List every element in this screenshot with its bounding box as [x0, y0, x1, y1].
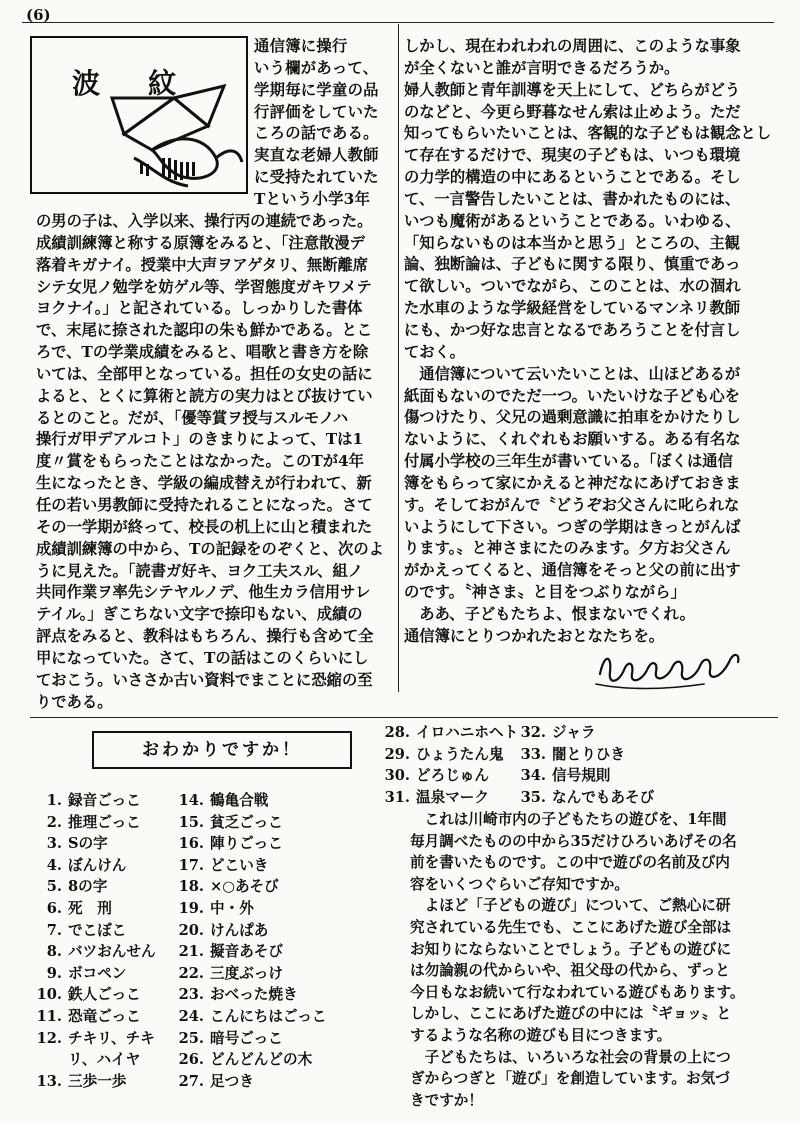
quiz-list-column-2: [178, 790, 326, 1092]
quiz-item: 7. でこぼこ: [46, 921, 127, 939]
essay-line: た水車のような学級経営をしているマンネリ教師: [404, 299, 741, 318]
quiz-item: 29. ひょうたん鬼: [384, 745, 504, 763]
essay-line: ておこう。いささか古い資料でまことに恐縮の至: [36, 670, 373, 689]
quiz-item: 1. 録音ごっこ: [46, 792, 141, 809]
quiz-item: 13. 三歩一歩: [36, 1072, 127, 1090]
essay-line: 知ってもらいたいことは、客観的な子どもは観念とし: [404, 124, 772, 143]
quiz-explanation: [410, 809, 780, 1111]
essay-line: ておく。: [404, 342, 465, 361]
essay-right-column: [404, 36, 776, 648]
top-rule: [22, 22, 774, 23]
quiz-item: 23. おべった焼き: [178, 986, 298, 1004]
essay-line: 通信簿にとりつかれたおとなたちを。: [404, 626, 665, 645]
essay-line: 評点をみると、教科はもちろん、操行も含めて全: [36, 627, 374, 646]
quiz-item: 33. 闇とりひき: [520, 745, 625, 763]
quiz-item: リ、ハイヤ: [68, 1051, 141, 1069]
essay-line: に受持たれていた: [254, 168, 379, 187]
essay-line: のです。〝神さま〟と目をつぶりながら」: [404, 583, 686, 602]
essay-line: 任の若い男教師に受持たれることになった。さて: [36, 495, 373, 514]
essay-line: いつも魔術があるということである。いわゆる、: [404, 211, 741, 230]
hamon-title: 波 紋: [72, 67, 187, 100]
author-signature-icon: [594, 640, 744, 692]
essay-line: て、一言警告したいことは、書かれたものには、: [404, 189, 741, 208]
quiz-text-line: 毎月調べたものの中から35だけひろいあげその名: [410, 832, 737, 850]
quiz-item: 16. 陣りごっこ: [178, 835, 283, 853]
quiz-item: 28. イロハニホヘト: [384, 724, 519, 741]
essay-line: 共同作業ヲ率先シテヤルノデ、他生カラ信用サレ: [36, 583, 371, 602]
essay-line: ああ、子どもたちよ、恨まないでくれ。: [404, 604, 695, 623]
essay-line: 生になったとき、学級の編成替えが行われて、新: [36, 474, 372, 493]
quiz-text-line: 容をいくつぐらいご存知ですか。: [410, 875, 629, 893]
essay-line: しかし、現在われわれの周囲に、このような事象: [404, 37, 741, 55]
essay-line: 通信簿について云いたいことは、山ほどあるが: [404, 364, 741, 383]
quiz-item: 9. ボコペン: [46, 964, 127, 982]
essay-line: 紙面もないのでただ一つ。いたいけな子ども心を: [404, 386, 740, 405]
essay-line: 成績訓練簿と称する原簿をみると、「注意散漫デ: [36, 233, 365, 252]
essay-line: るとのこと。だが、「優等賞ヲ授与スルモノハ: [36, 408, 349, 427]
quiz-text-line: は勿論親の代からいや、祖父母の代から、ずっと: [410, 962, 730, 980]
quiz-item: 8. バツおんせん: [46, 943, 156, 961]
essay-line: 通信簿に操行: [254, 37, 348, 55]
quiz-item: 26. どんどんどの木: [178, 1051, 313, 1069]
essay-line: りである。: [36, 692, 113, 711]
essay-line: す。そしておがんで〝どうぞお父さんに叱られな: [404, 495, 740, 514]
essay-line: のなどと、今更ら野暮なせん索は止めよう。ただ: [404, 102, 741, 121]
essay-line: の力学的構造の中にあるということである。そし: [404, 168, 741, 187]
quiz-item: 17. どこいき: [178, 856, 269, 874]
essay-line: ないように、くれぐれもお願いする。ある有名な: [404, 430, 741, 449]
quiz-text-line: お知りにならないことでしょう。子どもの遊びに: [410, 940, 732, 958]
essay-line: テイル。」ぎこちない文字で捺印もない、成績の: [36, 605, 363, 624]
essay-line: いようにして下さい。つぎの学期はきっとがんば: [404, 517, 741, 536]
essay-line: 傷つけたり、父兄の過剰意識に拍車をかけたりし: [404, 408, 741, 427]
quiz-item: 21. 擬音あそび: [178, 943, 283, 961]
essay-line: その一学期が終って、校長の机上に山と積まれた: [36, 517, 373, 536]
quiz-text-line: これは川崎市内の子どもたちの遊びを、1年間: [410, 811, 727, 828]
quiz-title-box: おわかりですか！: [92, 731, 352, 769]
essay-line: いては、全部甲となっている。担任の女史の話に: [36, 364, 373, 383]
essay-line: で、末尾に捺された認印の朱も鮮かである。とこ: [36, 321, 373, 340]
essay-line: 付属小学校の三年生が書いている。「ぼくは通信: [404, 452, 733, 471]
essay-line: 度〃賞をもらったことはなかった。このTが4年: [36, 452, 364, 471]
quiz-item: 10. 鉄人ごっこ: [36, 986, 141, 1004]
quiz-text-line: きですか！: [410, 1091, 483, 1109]
quiz-text-line: しかし、ここにあげた遊びの中には〝ギョッ〟と: [410, 1005, 732, 1023]
essay-line: て欲しい。ついでながら、このことは、水の涸れ: [404, 277, 741, 296]
quiz-text-line: するような名称の遊びも目につきます。: [410, 1026, 672, 1044]
quiz-item: 31. 温泉マーク: [384, 788, 489, 806]
essay-line: よると、とくに算術と読方の実力はとび抜けてい: [36, 386, 373, 405]
essay-left-column: [36, 211, 396, 713]
essay-line: 甲になっていた。さて、Tの話はこのくらいにし: [36, 648, 369, 667]
essay-line: 婦人教師と青年訓導を天上にして、どちらがどう: [404, 80, 741, 99]
quiz-text-line: ぎからつぎと「遊び」を創造しています。お気づ: [410, 1070, 730, 1088]
quiz-item: 11. 恐竜ごっこ: [36, 1007, 141, 1025]
quiz-item: 5. 8の字: [46, 878, 108, 896]
quiz-text-line: 今日もなお続いて行なわれている遊びもあります。: [410, 983, 745, 1001]
page-number: (6): [26, 6, 51, 24]
essay-line: 論、独断論は、子どもに関する限り、慎重であっ: [404, 255, 741, 274]
quiz-item: 35. なんでもあそび: [520, 788, 655, 806]
quiz-item: 3. Sの字: [46, 835, 108, 853]
quiz-text-line: 究されている先生でも、ここにあげた遊び全部は: [410, 918, 732, 936]
column-divider: [398, 24, 399, 692]
quiz-item: 22. 三度ぶっけ: [178, 964, 283, 982]
essay-line: いう欄があって、: [254, 58, 379, 77]
essay-line: ヨクナイ。」と記されている。しっかりした書体: [36, 299, 363, 318]
quiz-item: 32. ジャラ: [520, 724, 596, 741]
quiz-list-column-4: [520, 722, 654, 808]
essay-line: がかえってくると、通信簿をそっと父の前に出す: [404, 561, 741, 580]
quiz-list-column-3: [384, 722, 518, 808]
quiz-item: 19. 中・外: [178, 899, 254, 917]
essay-line: て存在するだけで、現実の子どもは、いつも環境: [404, 146, 741, 165]
essay-line: うに見えた。「読書ガ好キ、ヨク工夫スル、組ノ: [36, 561, 364, 580]
quiz-item: 18. ×○あそび: [178, 878, 279, 896]
quiz-item: 12. チキリ、チキ: [36, 1029, 155, 1047]
essay-line: ろで、Tの学業成績をみると、唱歌と書き方を除: [36, 343, 369, 362]
quiz-item: 2. 推理ごっこ: [46, 813, 141, 831]
essay-line: Tという小学3年: [254, 189, 371, 208]
quiz-item: 30. どろじゅん: [384, 767, 489, 785]
essay-line: 実直な老婦人教師: [254, 146, 379, 165]
essay-line: 簿をもらって家にかえると神だなにあげておきま: [404, 473, 741, 492]
essay-line: シテ女児ノ勉学を妨ゲル等、学習態度ガキワメテ: [36, 277, 372, 296]
quiz-item: 6. 死 刑: [46, 899, 112, 917]
quiz-list-column-1: [36, 790, 156, 1092]
quiz-item: 20. けんぱあ: [178, 921, 269, 939]
quiz-item: 27. 足つき: [178, 1072, 254, 1090]
essay-line: 学期毎に学童の品: [254, 80, 379, 99]
quiz-text-line: 前を書いたものです。この中で遊びの名前及び内: [410, 854, 730, 872]
hamon-title-box: [30, 36, 248, 194]
section-divider: [30, 717, 778, 718]
quiz-item: 14. 鶴亀合戦: [178, 792, 269, 809]
essay-line: の男の子は、入学以来、操行丙の連続であった。: [36, 212, 373, 230]
quiz-text-line: よほど「子どもの遊び」について、ご熱心に研: [410, 897, 731, 915]
essay-line: 成績訓練簿の中から、Tの記録をのぞくと、次のよ: [36, 539, 384, 558]
quiz-item: 4. ぼんけん: [46, 856, 127, 874]
essay-line: ころの話である。: [254, 124, 379, 143]
essay-intro-column: [254, 36, 394, 211]
quiz-text-line: 子どもたちは、いろいろな社会の背景の上につ: [410, 1048, 731, 1066]
essay-line: 行評価をしていた: [254, 102, 379, 121]
hamon-illustration-icon: [104, 78, 244, 190]
quiz-item: 15. 貧乏ごっこ: [178, 813, 283, 831]
quiz-item: 25. 暗号ごっこ: [178, 1029, 283, 1047]
quiz-item: 24. こんにちはごっこ: [178, 1007, 327, 1025]
essay-line: ります。〟と神さまにたのみます。夕方お父さん: [404, 539, 731, 558]
essay-line: にも、かつ好な忠言となるであろうことを付言し: [404, 320, 741, 339]
essay-line: 落着キガナイ。授業中大声ヲアゲタリ、無断離席: [36, 255, 369, 274]
essay-line: 操行ガ甲デアルコト」のきまりによって、Tは1: [36, 430, 364, 449]
essay-line: 「知らないものは本当かと思う」ところの、主観: [404, 233, 740, 252]
essay-line: が全くないと誰が言明できるだろうか。: [404, 58, 680, 77]
quiz-item: 34. 信号規則: [520, 767, 611, 785]
